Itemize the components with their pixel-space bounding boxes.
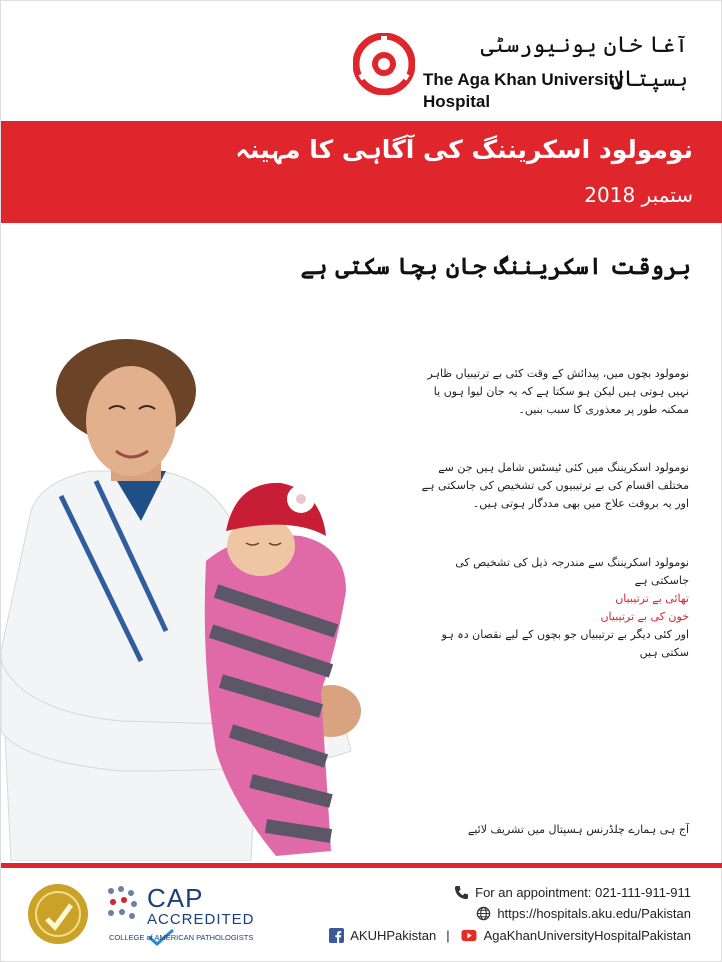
screening-intro: نومولود اسکریننگ سے مندرجہ ذیل کی تشخیص کی جاسکتی ہے — [455, 556, 689, 587]
logo-english-text: The Aga Khan University Hospital — [423, 70, 624, 111]
youtube-icon — [460, 928, 478, 943]
website-link[interactable]: https://hospitals.aku.edu/Pakistan — [497, 906, 691, 921]
social-separator: | — [446, 928, 450, 943]
phone-icon — [454, 885, 469, 900]
logo-urdu-text: آغا خان یونیورسٹی ہسپتال — [480, 33, 688, 92]
social-line — [329, 928, 691, 943]
hospital-logo — [353, 29, 693, 111]
nurse-holding-newborn-photo — [1, 331, 401, 861]
headline: بروقت اسکریننگ جان بچا سکتی ہے — [300, 253, 691, 280]
banner-title: نومولود اسکریننگ کی آگاہی کا مہینہ — [235, 135, 693, 164]
joint-commission-seal-icon — [27, 883, 89, 945]
cap-subtitle: COLLEGE of AMERICAN PATHOLOGISTS — [109, 933, 254, 942]
paragraph-2: نومولود اسکریننگ میں کئی ٹیسٹس شامل ہیں جن سے مختلف اقسام کی بے ترتیبیوں کی تشخیص کی جاسکتی ہے اور یہ بروقت علاج میں بھی مددگار ہوتی ہیں۔ — [421, 461, 689, 510]
screening-list-item: خون کی بے ترتیبیاں — [600, 610, 689, 623]
appointment-line — [454, 885, 691, 900]
website-line — [476, 906, 691, 921]
banner-date: ستمبر 2018 — [584, 183, 693, 207]
globe-icon — [476, 906, 491, 921]
facebook-handle[interactable]: AKUHPakistan — [350, 928, 437, 943]
screening-list-item: تھائی بے ترتیبیاں — [615, 592, 689, 605]
aku-logo-icon — [353, 33, 415, 95]
screening-outro: اور کئی دیگر بے ترتیبیاں جو بچوں کے لیے نقصان دہ ہو سکتی ہیں — [441, 628, 689, 659]
cap-title: CAP — [147, 883, 204, 913]
paragraph-1: نومولود بچوں میں، پیدائش کے وقت کئی بے ترتیبیاں ظاہر نہیں ہوتی ہیں لیکن ہو سکتا ہے کہ یہ جان لیوا ہوں یا ممکنہ طور پر معذوری کا سبب بنیں۔ — [427, 367, 689, 416]
cap-accredited-label: ACCREDITED — [147, 911, 255, 947]
facebook-icon — [329, 928, 344, 943]
visit-call-to-action: آج ہی ہمارے چلڈرنس ہسپتال میں تشریف لائیے — [467, 823, 689, 836]
footer-divider — [1, 863, 722, 868]
cap-accreditation-logo — [105, 883, 255, 947]
title-banner — [1, 121, 722, 223]
youtube-channel[interactable]: AgaKhanUniversityHospitalPakistan — [483, 928, 691, 943]
appointment-phone: For an appointment: 021-111-911-911 — [475, 885, 691, 900]
cap-molecule-icon — [105, 885, 141, 925]
paragraph-3 — [414, 554, 689, 662]
